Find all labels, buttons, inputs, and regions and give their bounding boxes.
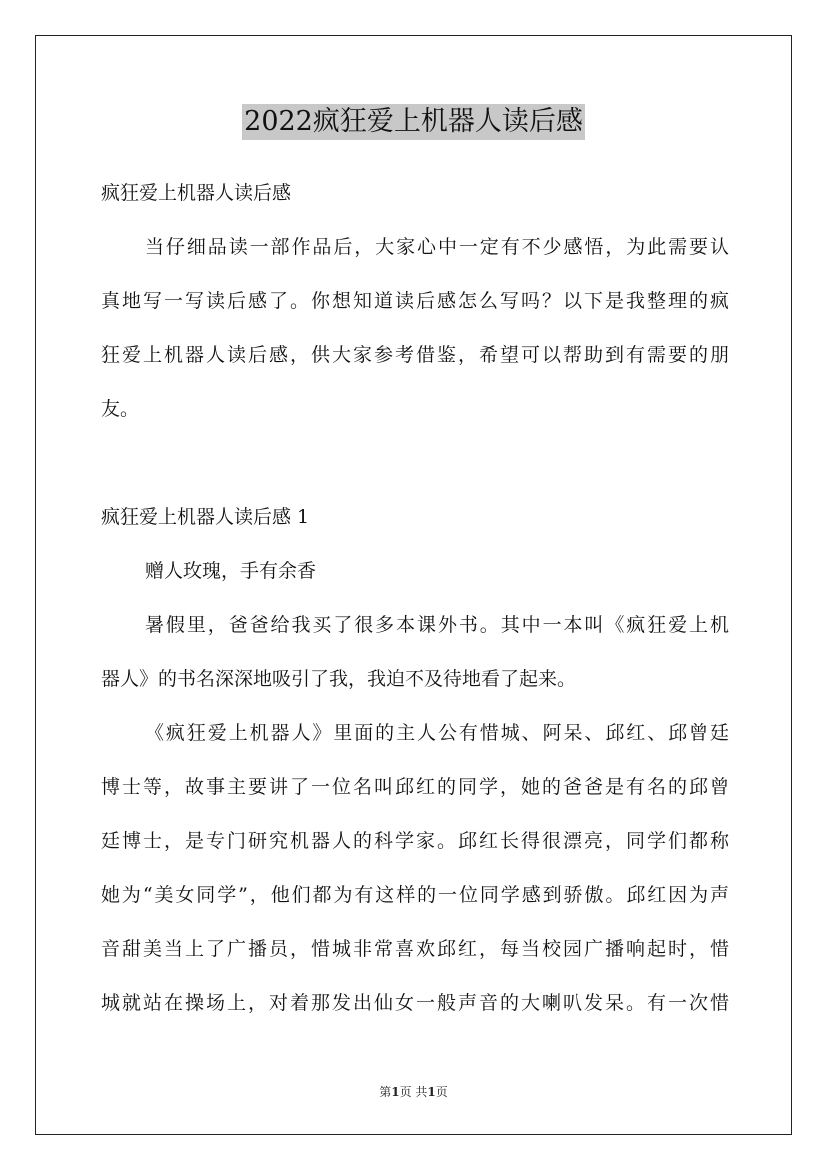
paragraph-line: 《疯狂爱上机器人》里面的主人公有惜城、阿呆、邱红、邱曾廷 [145, 722, 729, 744]
intro-line: 友。 [101, 398, 140, 420]
blank-gap [101, 436, 729, 490]
subtitle: 疯狂爱上机器人读后感 [101, 182, 292, 204]
paragraph-line: 音甜美当上了广播员，惜城非常喜欢邱红，每当校园广播响起时，惜 [101, 938, 729, 960]
paragraph-line: 廷博士，是专门研究机器人的科学家。邱红长得很漂亮，同学们都称 [101, 830, 729, 852]
section-heading: 疯狂爱上机器人读后感 1 [101, 506, 310, 528]
paragraph-line: 她为“美女同学”，他们都为有这样的一位同学感到骄傲。邱红因为声 [101, 884, 729, 906]
document-title: 2022疯狂爱上机器人读后感 [242, 104, 585, 140]
page-footer [0, 1083, 827, 1100]
intro-line: 真地写一写读后感了。你想知道读后感怎么写吗？以下是我整理的疯 [101, 290, 729, 312]
document-body [101, 166, 729, 1030]
footer-suffix: 页 [435, 1085, 448, 1099]
section-quote: 赠人玫瑰，手有余香 [145, 560, 317, 582]
title-container [0, 104, 827, 140]
footer-total-pages: 1 [427, 1085, 436, 1099]
footer-mid: 页 共 [399, 1085, 428, 1099]
paragraph-line: 博士等，故事主要讲了一位名叫邱红的同学，她的爸爸是有名的邱曾 [101, 776, 729, 798]
footer-prefix: 第 [379, 1085, 392, 1099]
paragraph-line: 暑假里，爸爸给我买了很多本课外书。其中一本叫《疯狂爱上机 [145, 614, 729, 636]
intro-line: 狂爱上机器人读后感，供大家参考借鉴，希望可以帮助到有需要的朋 [101, 344, 729, 366]
footer-page-number: 1 [391, 1085, 400, 1099]
intro-line: 当仔细品读一部作品后，大家心中一定有不少感悟，为此需要认 [145, 236, 729, 258]
paragraph-line: 城就站在操场上，对着那发出仙女一般声音的大喇叭发呆。有一次惜 [101, 992, 729, 1014]
paragraph-line: 器人》的书名深深地吸引了我，我迫不及待地看了起来。 [101, 668, 577, 690]
